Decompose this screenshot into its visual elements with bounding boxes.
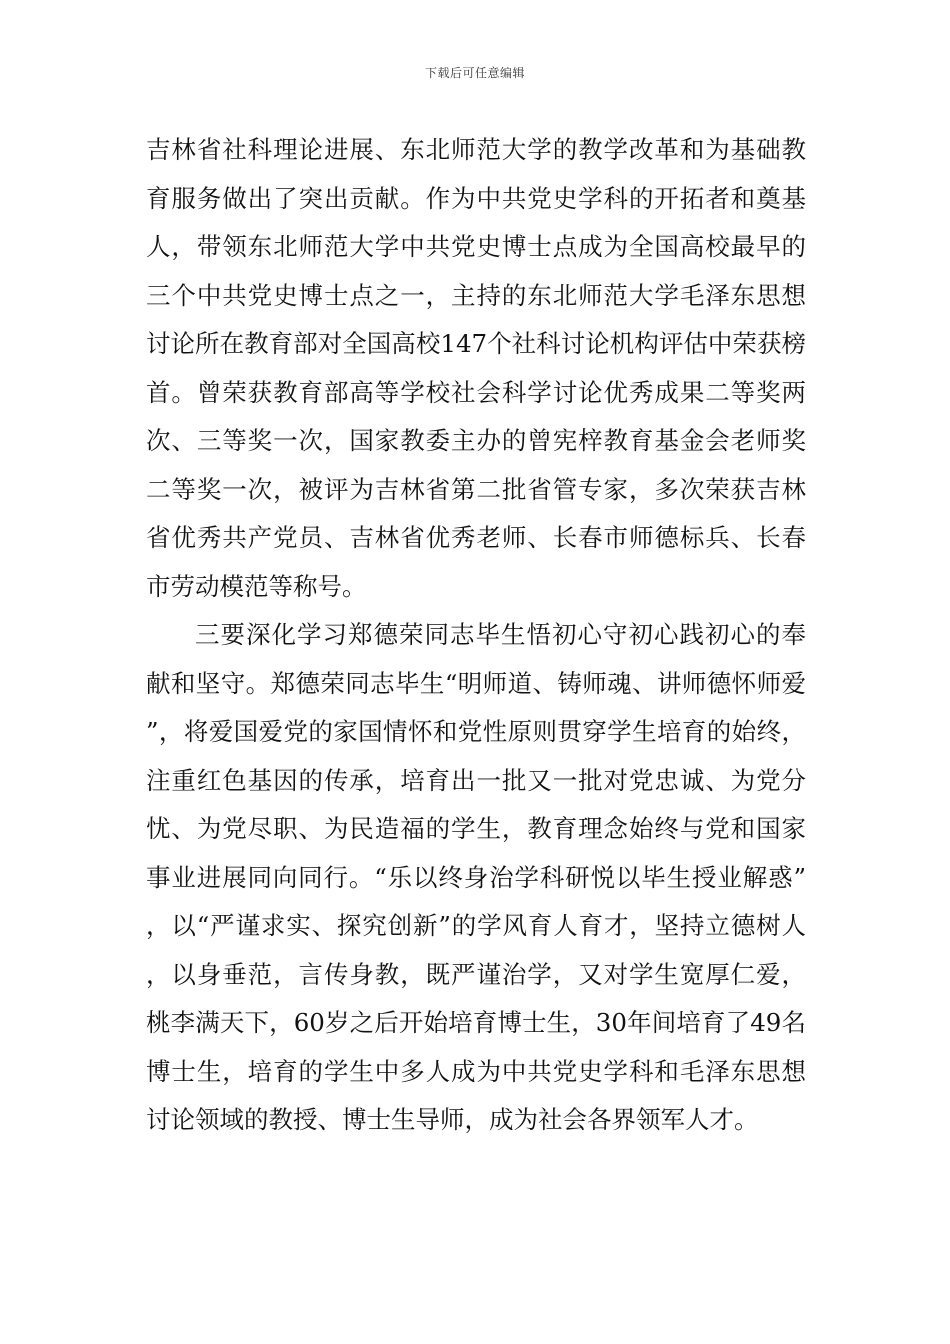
paragraph-third-point: 三要深化学习郑德荣同志毕生悟初心守初心践初心的奉献和坚守。郑德荣同志毕生“明师道、铸师魂、讲师德怀师爱”，将爱国爱党的家国情怀和党性原则贯穿学生培育的始终，注重红色基因的传承，培育出一批又一批对党忠诚、为党分忧、为党尽职、为民造福的学生，教育理念始终与党和国家事业进展同向同行。“乐以终身治学科研悦以毕生授业解惑”，以“严谨求实、探究创新”的学风育人育才，坚持立德树人，以身垂范，言传身教，既严谨治学，又对学生宽厚仁爱，桃李满天下，60岁之后开始培育博士生，30年间培育了49名博士生，培育的学生中多人成为中共党史学科和毛泽东思想讨论领域的教授、博士生导师，成为社会各界领军人才。: [146, 620, 806, 1134]
document-body: [146, 126, 806, 1145]
paragraph-continued: 吉林省社科理论进展、东北师范大学的教学改革和为基础教育服务做出了突出贡献。作为中共党史学科的开拓者和奠基人，带领东北师范大学中共党史博士点成为全国高校最早的三个中共党史博士点之一，主持的东北师范大学毛泽东思想讨论所在教育部对全国高校147个社科讨论机构评估中荣获榜首。曾荣获教育部高等学校社会科学讨论优秀成果二等奖两次、三等奖一次，国家教委主办的曾宪梓教育基金会老师奖二等奖一次，被评为吉林省第二批省管专家，多次荣获吉林省优秀共产党员、吉林省优秀老师、长春市师德标兵、长春市劳动模范等称号。: [146, 135, 806, 601]
page-header: 下载后可任意编辑: [424, 66, 525, 80]
